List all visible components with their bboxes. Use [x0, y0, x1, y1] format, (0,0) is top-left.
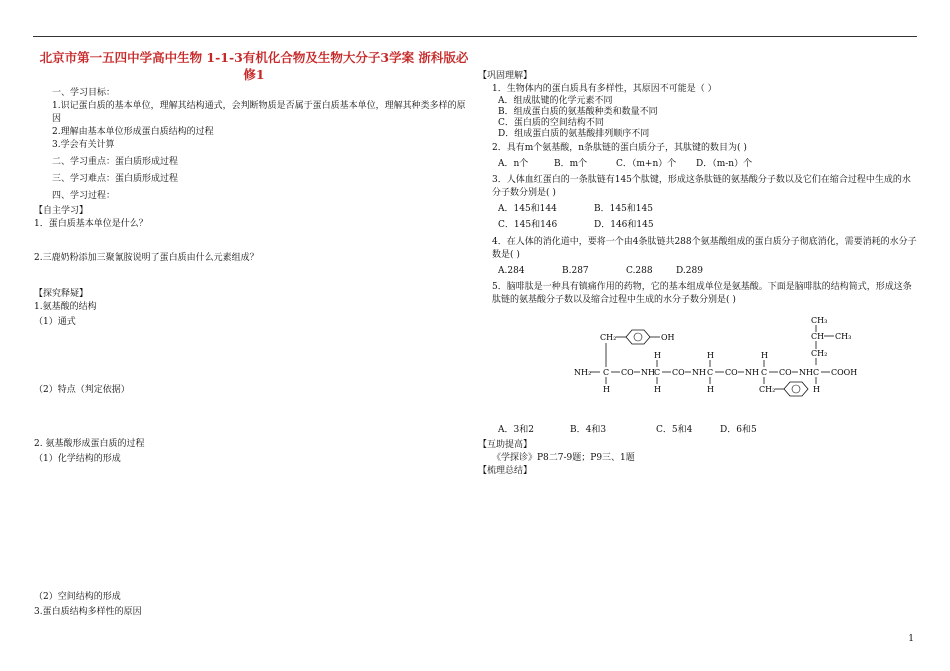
- objective-1: 1.识记蛋白质的基本单位，理解其结构通式，会判断物质是否属于蛋白质基本单位，理解其种类多样的原因: [52, 101, 466, 124]
- q4-option-c: C.288: [626, 266, 653, 276]
- q5-option-b: B．4和3: [570, 425, 607, 435]
- objective-2: 2.理解由基本单位形成蛋白质结构的过程: [52, 127, 214, 137]
- inquiry-item-2: 2. 氨基酸形成蛋白质的过程: [34, 439, 145, 449]
- co-4: CO: [779, 368, 792, 377]
- difficult-points: 三、学习难点：蛋白质形成过程: [52, 174, 179, 184]
- h-top-2: H: [654, 351, 661, 360]
- nh-3: NH: [745, 368, 759, 377]
- q5-option-c: C．5和4: [656, 425, 693, 435]
- oh-group: OH: [661, 333, 675, 342]
- c-alpha-4: C: [761, 368, 768, 377]
- c-alpha-3: C: [707, 368, 714, 377]
- co-1: CO: [621, 368, 634, 377]
- h-top-4: H: [761, 351, 768, 360]
- process-heading: 四、学习过程：: [52, 191, 116, 201]
- q1-option-c: C．蛋白质的空间结构不同: [498, 118, 604, 128]
- q3-option-a: A．145和144: [498, 204, 557, 214]
- nh-2: NH: [692, 368, 706, 377]
- ch2-phe: CH₂: [759, 385, 776, 394]
- question-2-options: [478, 158, 918, 171]
- h-top-3: H: [707, 351, 714, 360]
- enkephalin-structure: [478, 313, 918, 417]
- q1-option-a: A．组成肽键的化学元素不同: [498, 96, 613, 106]
- nh2-terminal: NH₂: [574, 368, 592, 377]
- q4-option-d: D.289: [676, 266, 703, 276]
- q5-option-a: A．3和2: [498, 425, 534, 435]
- self-study-question-1: 1．蛋白质基本单位是什么？: [34, 219, 148, 229]
- h-bottom-1: H: [603, 385, 610, 394]
- document-title: 北京市第一五四中学高中生物 1-1-3有机化合物及生物大分子3学案 浙科版必修1: [39, 50, 469, 82]
- question-2: 2．具有m个氨基酸，n条肽链的蛋白质分子，其肽键的数目为( ): [492, 143, 747, 153]
- q2-option-a: A．n个: [498, 159, 529, 169]
- improve-heading: 【互助提高】: [478, 440, 533, 450]
- c-alpha-1: C: [603, 368, 610, 377]
- key-points: 二、学习重点：蛋白质形成过程: [52, 157, 179, 167]
- q3-option-b: B．145和145: [594, 204, 653, 214]
- right-column: [478, 70, 918, 478]
- c-alpha-2: C: [654, 368, 661, 377]
- improve-text: 《学探诊》P8二7-9题；P9三、1题: [492, 453, 635, 463]
- top-rule: [33, 36, 917, 37]
- q1-option-b: B．组成蛋白质的氨基酸种类和数量不同: [498, 107, 658, 117]
- question-3-options-row1: [478, 203, 918, 216]
- ch2-tyr: CH₂: [600, 333, 617, 342]
- question-3-options-row2: [478, 219, 918, 232]
- objectives-heading: 一、学习目标：: [52, 88, 116, 98]
- co-3: CO: [725, 368, 738, 377]
- ch3-branch: CH₃: [835, 332, 852, 341]
- q2-option-c: C．（m+n）个: [616, 159, 677, 169]
- nh-4: NH: [799, 368, 813, 377]
- page-number: 1: [908, 634, 914, 644]
- q2-option-d: D．（m-n）个: [696, 159, 753, 169]
- c-alpha-5: C: [813, 368, 820, 377]
- co-2: CO: [672, 368, 685, 377]
- nh-1: NH: [641, 368, 655, 377]
- left-column: [34, 40, 474, 619]
- question-5-options: [478, 424, 918, 437]
- self-study-heading: 【自主学习】: [34, 206, 89, 216]
- inquiry-item-2b: （2）空间结构的形成: [34, 592, 121, 602]
- inquiry-item-1b: （2）特点（判定依据）: [34, 385, 130, 395]
- question-4-options: [478, 265, 918, 278]
- q4-option-b: B.287: [562, 266, 589, 276]
- q3-option-d: D．146和145: [594, 220, 654, 230]
- h-bottom-3: H: [707, 385, 714, 394]
- benzene-ring-phe-icon: [784, 382, 808, 396]
- h-bottom-5: H: [813, 385, 820, 394]
- summary-heading: 【梳理总结】: [478, 466, 533, 476]
- ch-branch: CH: [811, 332, 825, 341]
- h-bottom-2: H: [654, 385, 661, 394]
- inquiry-item-2a: （1）化学结构的形成: [34, 454, 121, 464]
- question-3: 3．人体血红蛋白的一条肽链有145个肽键，形成这条肽链的氨基酸分子数以及它们在缩合过程中生成的水分子数分别是( ): [492, 175, 911, 198]
- question-4: 4．在人体的消化道中，要将一个由4条肽链共288个氨基酸组成的蛋白质分子彻底消化，需要消耗的水分子数是( ): [492, 237, 917, 260]
- cooh-terminal: COOH: [831, 368, 858, 377]
- consolidate-heading: 【巩固理解】: [478, 71, 533, 81]
- q4-option-a: A.284: [498, 266, 525, 276]
- inquiry-item-1a: （1）通式: [34, 317, 76, 327]
- question-5: 5．脑啡肽是一种具有镇痛作用的药物，它的基本组成单位是氨基酸。下面是脑啡肽的结构简式，形成这条肽链的氨基酸分子数以及缩合过程中生成的水分子数分别是( ): [492, 282, 912, 305]
- benzene-ring-icon: [626, 330, 650, 344]
- inquiry-heading: 【探究释疑】: [34, 289, 89, 299]
- self-study-question-2: 2.三鹿奶粉添加三聚氰胺说明了蛋白质由什么元素组成？: [34, 253, 259, 263]
- ch2-leu: CH₂: [811, 349, 828, 358]
- inquiry-item-1: 1.氨基酸的结构: [34, 302, 97, 312]
- ch3-top: CH₃: [811, 316, 828, 325]
- q5-option-d: D．6和5: [720, 425, 757, 435]
- objective-3: 3.学会有关计算: [52, 140, 115, 150]
- q2-option-b: B．m个: [554, 159, 588, 169]
- q3-option-c: C．145和146: [498, 220, 558, 230]
- question-1-options: [478, 96, 918, 140]
- inquiry-item-3: 3.蛋白质结构多样性的原因: [34, 607, 142, 617]
- question-1: 1．生物体内的蛋白质具有多样性，其原因不可能是（ ）: [492, 84, 717, 94]
- q1-option-d: D．组成蛋白质的氨基酸排列顺序不同: [498, 129, 650, 139]
